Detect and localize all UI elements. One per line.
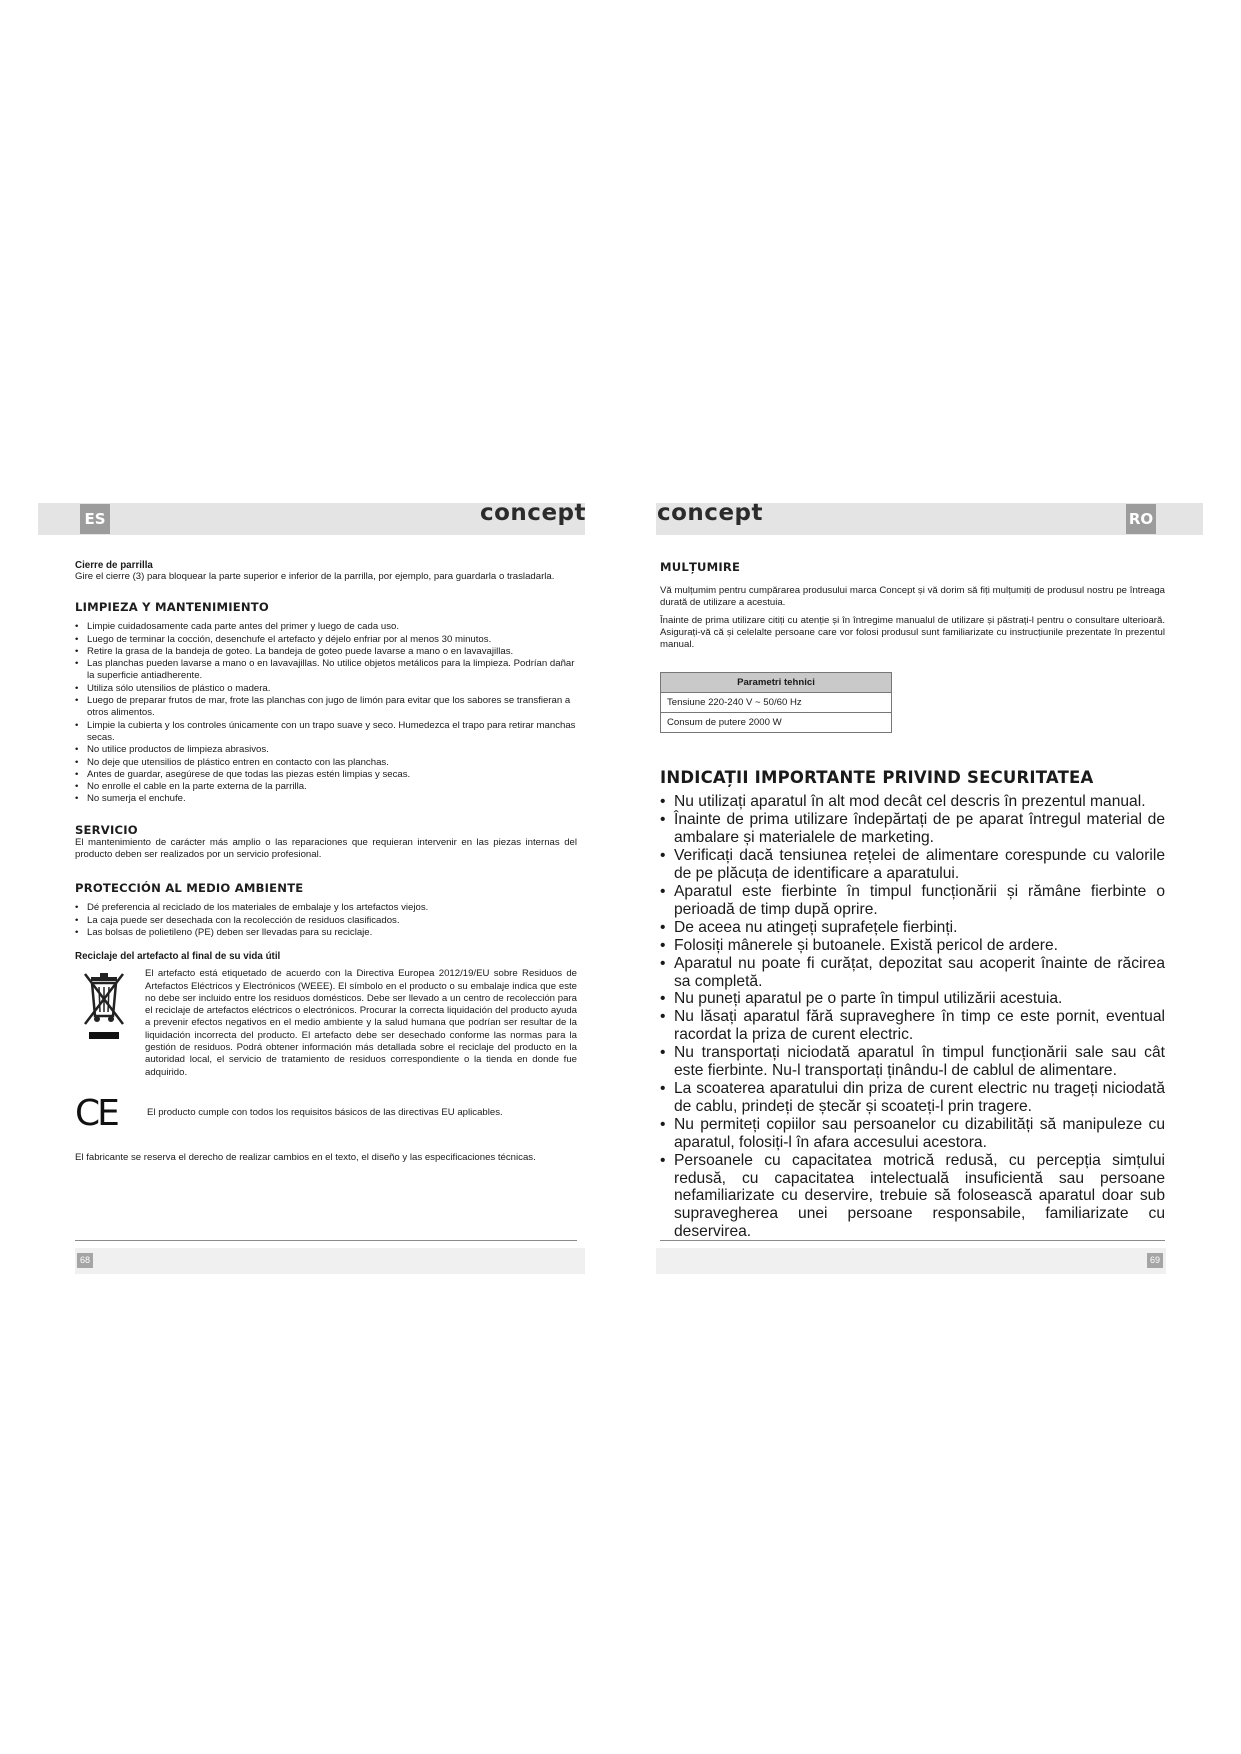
left-footer-band: [75, 1248, 585, 1274]
recycle-text: El artefacto está etiquetado de acuerdo con la Directiva Europea 2012/19/EU sobre Residuos de Artefactos Eléctricos y Electrónicos (WEEE). El símbolo en el producto o su embalaje indica que este no debe ser incluido entre los residuos domésticos. Debe ser llevado a un centro de recolección para el reciclaje de artefactos eléctricos o electrónicos. Procurar la correcta liquidación del producto ayuda a prevenir efectos negativos en el medio ambiente y la salud humana que podrían ser resultar de la liquidación incorrecta del producto. El artefacto debe ser desechado conforme las normas para la gestión de residuos. Podrá obtener información más detallada sobre el reciclaje del producto en la autoridad local, el servicio de tratamiento de residuos correspondiente o la tienda en donde fue adquirido.: [145, 968, 577, 1078]
right-footer-rule: [660, 1240, 1165, 1241]
list-item: • Verificați dacă tensiunea rețelei de alimentare corespunde cu valorile de pe plăcuța de identificare a aparatului.: [660, 847, 1165, 883]
tech-params-table: [660, 672, 892, 733]
cleaning-title: LIMPIEZA Y MANTENIMIENTO: [75, 600, 269, 615]
list-item: • La caja puede ser desechada con la recolección de residuos clasificados.: [75, 915, 577, 927]
list-item: • Nu utilizați aparatul în alt mod decât cel descris în prezentul manual.: [660, 793, 1165, 811]
right-page: [660, 555, 1165, 1241]
list-item: • No enrolle el cable en la parte externa de la parrilla.: [75, 781, 577, 793]
thanks-title: MULȚUMIRE: [660, 560, 741, 574]
list-item: • Utiliza sólo utensilios de plástico o madera.: [75, 683, 577, 695]
thanks-paragraph-1: Vă mulțumim pentru cumpărarea produsului marca Concept și vă dorim să fiți mulțumiți de produsul nostru pe întreaga durată de utilizare a acestuia.: [660, 585, 1165, 609]
list-item: • Antes de guardar, asegúrese de que todas las piezas estén limpias y secas.: [75, 769, 577, 781]
weee-bin-icon: [75, 968, 133, 1079]
right-footer-band: [656, 1248, 1166, 1274]
list-item: • Retire la grasa de la bandeja de goteo. La bandeja de goteo puede lavarse a mano o en lavavajillas.: [75, 646, 577, 658]
ce-text: El producto cumple con todos los requisitos básicos de las directivas EU aplicables.: [147, 1107, 503, 1119]
page-number-right: 69: [1147, 1253, 1163, 1268]
brand-logo-right: concept: [657, 500, 764, 526]
thanks-paragraph-2: Înainte de prima utilizare citiți cu atenție și în întregime manualul de utilizare și păstrați-l pentru o consultare ulterioară. Asigurați-vă că și celelalte persoane care vor folosi produsul sunt familiarizate cu instrucțiunile prezentate în prezentul manual.: [660, 614, 1165, 651]
list-item: • Las bolsas de polietileno (PE) deben ser llevadas para su reciclaje.: [75, 927, 577, 939]
list-item: • No utilice productos de limpieza abrasivos.: [75, 744, 577, 756]
list-item: • La scoaterea aparatului din priza de curent electric nu trageți niciodată de cablu, prindeți de ștecăr și scoateți-l prin tragere.: [660, 1080, 1165, 1116]
list-item: • Nu puneți aparatul pe o parte în timpul utilizării acestuia.: [660, 990, 1165, 1008]
cleaning-list: [75, 621, 577, 805]
list-item: • Dé preferencia al reciclado de los materiales de embalaje y los artefactos viejos.: [75, 902, 577, 914]
list-item: • Nu permiteți copiilor sau persoanelor cu dizabilități să manipuleze cu aparatul, folosiți-l în afara accesului acestora.: [660, 1116, 1165, 1152]
tech-params-header: Parametri tehnici: [661, 673, 892, 693]
list-item: • Luego de preparar frutos de mar, frote las planchas con jugo de limón para evitar que los sabores se transfieran a otros alimentos.: [75, 695, 577, 720]
list-item: • Înainte de prima utilizare îndepărtați de pe aparat întregul material de ambalare și materialele de marketing.: [660, 811, 1165, 847]
service-text: El mantenimiento de carácter más amplio o las reparaciones que requieran intervenir en las piezas internas del producto deben ser realizados por un servicio profesional.: [75, 836, 577, 861]
list-item: • Aparatul este fierbinte în timpul funcționării și rămâne fierbinte o perioadă de timp după oprire.: [660, 883, 1165, 919]
environment-title: PROTECCIÓN AL MEDIO AMBIENTE: [75, 881, 304, 896]
language-badge-ro: RO: [1126, 504, 1156, 534]
tech-params-row: Consum de putere 2000 W: [661, 713, 892, 733]
weee-block: [75, 968, 577, 1079]
list-item: • De aceea nu atingeți suprafețele fierbinți.: [660, 919, 1165, 937]
page-number-left: 68: [77, 1253, 93, 1268]
disclaimer: El fabricante se reserva el derecho de realizar cambios en el texto, el diseño y las especificaciones técnicas.: [75, 1151, 536, 1163]
closure-text: Gire el cierre (3) para bloquear la parte superior e inferior de la parrilla, por ejemplo, para guardarla o trasladarla.: [75, 571, 555, 582]
service-title: SERVICIO: [75, 822, 138, 837]
brand-logo-left: concept: [480, 500, 587, 526]
list-item: • Las planchas pueden lavarse a mano o en lavavajillas. No utilice objetos metálicos para la limpieza. Podrían dañar la superficie antiadherente.: [75, 658, 577, 683]
closure-title: Cierre de parrilla: [75, 560, 153, 571]
ce-mark-icon: CE: [75, 1092, 117, 1134]
list-item: • Persoanele cu capacitatea motrică redusă, cu percepția simțului redusă, cu capacitatea intelectuală insuficientă sau persoane nefamiliarizate cu deservire, trebuie să folosească aparatul doar sub supravegherea unei persoane responsabile, familiarizate cu deservirea.: [660, 1152, 1165, 1242]
language-badge-es: ES: [80, 504, 110, 534]
list-item: • Limpie cuidadosamente cada parte antes del primer y luego de cada uso.: [75, 621, 577, 633]
list-item: • Nu transportați niciodată aparatul în timpul funcționării sale sau cât este fierbinte. Nu-l transportați ținându-l de cablul de alimentare.: [660, 1044, 1165, 1080]
list-item: • Aparatul nu poate fi curățat, depozitat sau acoperit înainte de răcirea sa completă.: [660, 955, 1165, 991]
list-item: • Luego de terminar la cocción, desenchufe el artefacto y déjelo enfriar por al menos 30 minutos.: [75, 634, 577, 646]
left-page: [75, 555, 577, 1164]
safety-list: [660, 793, 1165, 1241]
safety-title: INDICAȚII IMPORTANTE PRIVIND SECURITATEA: [660, 768, 1094, 788]
list-item: • No sumerja el enchufe.: [75, 793, 577, 805]
environment-list: [75, 902, 577, 939]
list-item: • Folosiți mânerele și butoanele. Există pericol de ardere.: [660, 937, 1165, 955]
list-item: • No deje que utensilios de plástico entren en contacto con las planchas.: [75, 757, 577, 769]
left-footer-rule: [75, 1240, 577, 1241]
ce-block: [75, 1093, 577, 1134]
list-item: • Nu lăsați aparatul fără supraveghere în timp ce este pornit, eventual racordat la priza de curent electric.: [660, 1008, 1165, 1044]
list-item: • Limpie la cubierta y los controles únicamente con un trapo suave y seco. Humedezca el trapo para retirar manchas secas.: [75, 720, 577, 745]
recycle-title: Reciclaje del artefacto al final de su vida útil: [75, 951, 281, 963]
tech-params-row: Tensiune 220-240 V ~ 50/60 Hz: [661, 693, 892, 713]
